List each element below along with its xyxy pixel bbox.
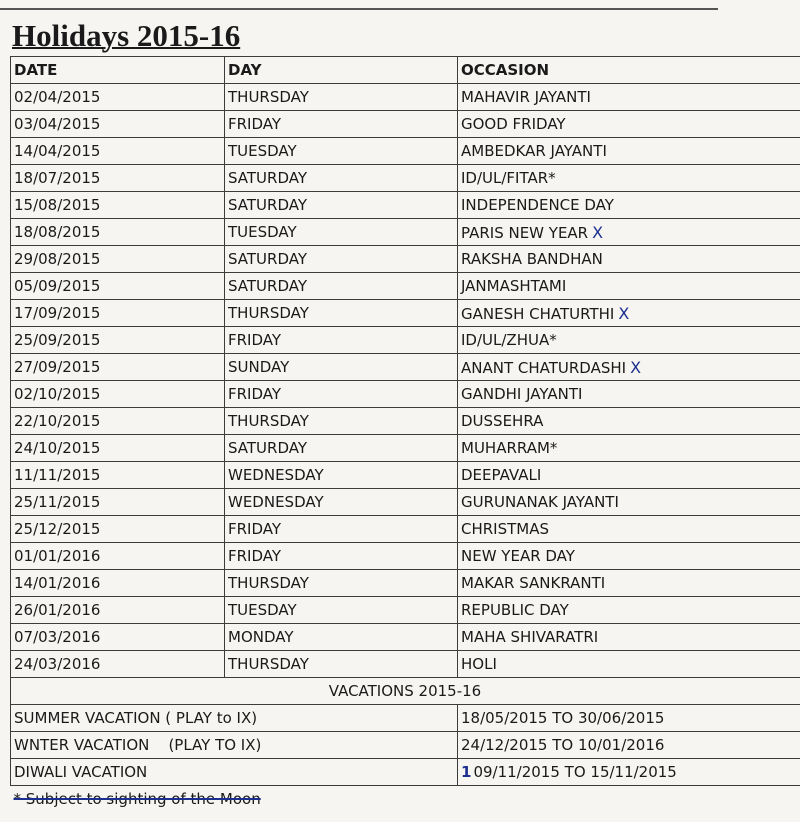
date-cell (11, 219, 225, 246)
occasion-cell-text: REPUBLIC DAY (461, 601, 569, 619)
table-row (11, 354, 800, 381)
holiday-rows (11, 84, 800, 678)
occasion-cell (458, 408, 800, 435)
date-cell-text: 27/09/2015 (14, 358, 101, 376)
date-cell (11, 408, 225, 435)
day-cell (225, 84, 458, 111)
day-cell (225, 651, 458, 678)
column-header-date: DATE (11, 57, 225, 84)
occasion-cell-text: JANMASHTAMI (461, 277, 567, 295)
date-cell (11, 165, 225, 192)
occasion-cell (458, 570, 800, 597)
vacation-rows (11, 705, 800, 786)
date-cell (11, 273, 225, 300)
day-cell-text: TUESDAY (228, 601, 297, 619)
table-row (11, 408, 800, 435)
date-cell-text: 05/09/2015 (14, 277, 101, 295)
day-cell (225, 462, 458, 489)
day-cell-text: WEDNESDAY (228, 493, 324, 511)
handwritten-cross-mark: X (592, 222, 604, 242)
day-cell (225, 624, 458, 651)
occasion-cell (458, 381, 800, 408)
day-cell (225, 246, 458, 273)
date-cell (11, 300, 225, 327)
date-cell-text: 18/07/2015 (14, 169, 101, 187)
occasion-cell (458, 489, 800, 516)
occasion-cell (458, 354, 800, 381)
table-row (11, 489, 800, 516)
date-cell (11, 462, 225, 489)
occasion-cell (458, 597, 800, 624)
date-cell-text: 01/01/2016 (14, 547, 101, 565)
day-cell-text: WEDNESDAY (228, 466, 324, 484)
day-cell (225, 408, 458, 435)
date-cell (11, 354, 225, 381)
table-row (11, 327, 800, 354)
vacation-name: DIWALI VACATION (11, 759, 458, 786)
day-cell (225, 165, 458, 192)
date-cell-text: 02/04/2015 (14, 88, 101, 106)
occasion-cell (458, 192, 800, 219)
day-cell-text: FRIDAY (228, 115, 282, 133)
occasion-cell (458, 327, 800, 354)
table-row (11, 84, 800, 111)
date-cell-text: 25/11/2015 (14, 493, 101, 511)
occasion-cell-text: ID/UL/ZHUA* (461, 331, 557, 349)
vacations-heading: VACATIONS 2015-16 (11, 678, 800, 705)
date-cell-text: 25/12/2015 (14, 520, 101, 538)
handwritten-mark: 1 (461, 763, 472, 781)
day-cell (225, 516, 458, 543)
occasion-cell-text: AMBEDKAR JAYANTI (461, 142, 607, 160)
day-cell-text: FRIDAY (228, 385, 282, 403)
occasion-cell-text: GURUNANAK JAYANTI (461, 493, 619, 511)
date-cell-text: 14/01/2016 (14, 574, 101, 592)
day-cell-text: THURSDAY (228, 574, 309, 592)
table-row (11, 165, 800, 192)
date-cell-text: 03/04/2015 (14, 115, 101, 133)
date-cell (11, 543, 225, 570)
occasion-cell-text: MAHA SHIVARATRI (461, 628, 599, 646)
date-cell-text: 11/11/2015 (14, 466, 101, 484)
occasion-cell-text: ANANT CHATURDASHI (461, 358, 627, 377)
occasion-cell (458, 435, 800, 462)
table-row (11, 138, 800, 165)
day-cell-text: FRIDAY (228, 520, 282, 538)
day-cell-text: TUESDAY (228, 142, 297, 160)
day-cell (225, 381, 458, 408)
vacation-period-text: 09/11/2015 TO 15/11/2015 (473, 763, 677, 781)
vacation-period (458, 705, 800, 732)
table-row (11, 273, 800, 300)
day-cell (225, 543, 458, 570)
occasion-cell-text: ID/UL/FITAR* (461, 169, 556, 187)
date-cell (11, 84, 225, 111)
date-cell-text: 24/10/2015 (14, 439, 101, 457)
table-row (11, 543, 800, 570)
day-cell (225, 300, 458, 327)
date-cell (11, 435, 225, 462)
occasion-cell (458, 300, 800, 327)
day-cell-text: THURSDAY (228, 412, 309, 430)
occasion-cell-text: PARIS NEW YEAR (461, 223, 589, 242)
footnote: * Subject to sighting of the Moon (13, 790, 261, 808)
handwritten-cross-mark: X (618, 303, 630, 323)
day-cell (225, 111, 458, 138)
table-row (11, 192, 800, 219)
day-cell (225, 435, 458, 462)
occasion-cell-text: DEEPAVALI (461, 466, 542, 484)
table-row (11, 462, 800, 489)
day-cell (225, 354, 458, 381)
day-cell-text: FRIDAY (228, 547, 282, 565)
vacation-row (11, 732, 800, 759)
occasion-cell (458, 462, 800, 489)
date-cell (11, 246, 225, 273)
date-cell-text: 22/10/2015 (14, 412, 101, 430)
day-cell (225, 138, 458, 165)
day-cell (225, 597, 458, 624)
date-cell-text: 24/03/2016 (14, 655, 101, 673)
day-cell (225, 489, 458, 516)
occasion-cell (458, 543, 800, 570)
date-cell-text: 15/08/2015 (14, 196, 101, 214)
day-cell-text: FRIDAY (228, 331, 282, 349)
day-cell-text: SATURDAY (228, 439, 308, 457)
date-cell-text: 17/09/2015 (14, 304, 101, 322)
table-row (11, 219, 800, 246)
date-cell (11, 111, 225, 138)
occasion-cell (458, 84, 800, 111)
date-cell (11, 516, 225, 543)
occasion-cell-text: MAHAVIR JAYANTI (461, 88, 591, 106)
vacation-name: SUMMER VACATION ( PLAY to IX) (11, 705, 458, 732)
table-row (11, 300, 800, 327)
table-row (11, 597, 800, 624)
column-header-occasion: OCCASION (458, 57, 800, 84)
occasion-cell-text: DUSSEHRA (461, 412, 544, 430)
date-cell (11, 597, 225, 624)
handwritten-cross-mark: X (630, 357, 642, 377)
occasion-cell (458, 651, 800, 678)
occasion-cell (458, 165, 800, 192)
vacation-period-text: 24/12/2015 TO 10/01/2016 (461, 736, 665, 754)
date-cell (11, 570, 225, 597)
date-cell-text: 14/04/2015 (14, 142, 101, 160)
occasion-cell-text: GANDHI JAYANTI (461, 385, 583, 403)
day-cell-text: TUESDAY (228, 223, 297, 241)
day-cell (225, 192, 458, 219)
date-cell (11, 327, 225, 354)
occasion-cell (458, 246, 800, 273)
day-cell-text: SUNDAY (228, 358, 290, 376)
occasion-cell (458, 624, 800, 651)
vacation-row (11, 705, 800, 732)
day-cell (225, 327, 458, 354)
vacations-heading-row (11, 678, 800, 705)
date-cell (11, 624, 225, 651)
occasion-cell-text: MAKAR SANKRANTI (461, 574, 606, 592)
date-cell (11, 138, 225, 165)
date-cell-text: 25/09/2015 (14, 331, 101, 349)
occasion-cell (458, 111, 800, 138)
occasion-cell (458, 219, 800, 246)
date-cell (11, 381, 225, 408)
day-cell-text: THURSDAY (228, 655, 309, 673)
occasion-cell-text: RAKSHA BANDHAN (461, 250, 603, 268)
date-cell-text: 18/08/2015 (14, 223, 101, 241)
occasion-cell-text: GANESH CHATURTHI (461, 304, 615, 323)
day-cell-text: SATURDAY (228, 169, 308, 187)
day-cell-text: THURSDAY (228, 304, 309, 322)
footnote-row (11, 786, 800, 813)
vacations-section (11, 678, 800, 705)
date-cell (11, 651, 225, 678)
day-cell-text: THURSDAY (228, 88, 309, 106)
day-cell-text: MONDAY (228, 628, 294, 646)
occasion-cell-text: HOLI (461, 655, 497, 673)
date-cell-text: 02/10/2015 (14, 385, 101, 403)
table-row (11, 435, 800, 462)
date-cell-text: 07/03/2016 (14, 628, 101, 646)
day-cell (225, 219, 458, 246)
table-row (11, 111, 800, 138)
occasion-cell-text: MUHARRAM* (461, 439, 558, 457)
top-rule (0, 8, 718, 10)
header-row (11, 57, 800, 84)
table-row (11, 624, 800, 651)
day-cell-text: SATURDAY (228, 250, 308, 268)
day-cell-text: SATURDAY (228, 196, 308, 214)
occasion-cell-text: GOOD FRIDAY (461, 115, 566, 133)
vacation-period (458, 732, 800, 759)
column-header-day: DAY (225, 57, 458, 84)
table-row (11, 651, 800, 678)
day-cell (225, 273, 458, 300)
occasion-cell (458, 516, 800, 543)
occasion-cell-text: CHRISTMAS (461, 520, 550, 538)
date-cell (11, 489, 225, 516)
occasion-cell (458, 273, 800, 300)
table-row (11, 570, 800, 597)
holidays-table (10, 56, 800, 812)
day-cell (225, 570, 458, 597)
date-cell (11, 192, 225, 219)
occasion-cell (458, 138, 800, 165)
date-cell-text: 26/01/2016 (14, 601, 101, 619)
vacation-period-text: 18/05/2015 TO 30/06/2015 (461, 709, 665, 727)
table-row (11, 381, 800, 408)
date-cell-text: 29/08/2015 (14, 250, 101, 268)
vacation-row (11, 759, 800, 786)
occasion-cell-text: INDEPENDENCE DAY (461, 196, 614, 214)
table-row (11, 516, 800, 543)
day-cell-text: SATURDAY (228, 277, 308, 295)
occasion-cell-text: NEW YEAR DAY (461, 547, 575, 565)
vacation-period (458, 759, 800, 786)
table-row (11, 246, 800, 273)
vacation-name: WNTER VACATION (PLAY TO IX) (11, 732, 458, 759)
page-title: Holidays 2015-16 (12, 18, 241, 53)
